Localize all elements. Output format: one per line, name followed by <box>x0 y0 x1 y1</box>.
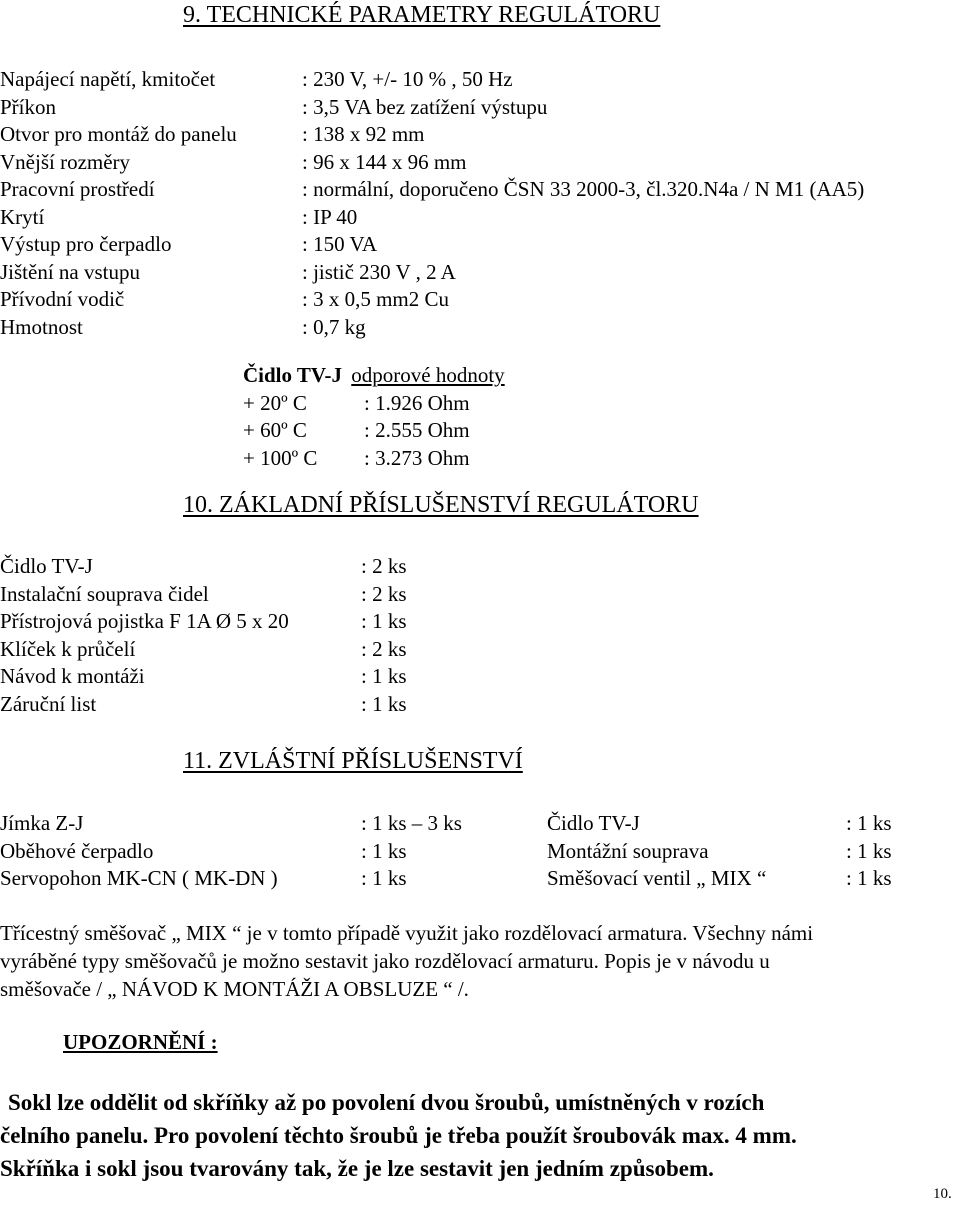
accessory-qty: : 2 ks <box>361 581 407 606</box>
param-row <box>0 94 960 122</box>
param-row <box>0 121 960 149</box>
sensor-temp: + 20º C <box>243 390 307 415</box>
left-label: Oběhové čerpadlo <box>0 838 154 863</box>
warning-title: UPOZORNĚNÍ : <box>63 1030 218 1054</box>
warning-line: čelního panelu. Pro povolení těchto šroubů je třeba použít šroubovák max. 4 mm. <box>0 1123 797 1148</box>
accessory-row <box>0 691 960 719</box>
sensor-ohm: : 1.926 Ohm <box>364 390 470 415</box>
param-label: Krytí <box>0 204 45 229</box>
special-accessory-row <box>0 810 960 838</box>
param-label: Pracovní prostředí <box>0 177 155 201</box>
param-row <box>0 314 960 342</box>
param-value: : 230 V, +/- 10 % , 50 Hz <box>302 67 513 91</box>
param-row <box>0 204 960 232</box>
paragraph-line: vyráběné typy směšovačů je možno sestavit jako rozdělovací armaturu. Popis je v návodu u <box>0 949 770 973</box>
sensor-title-name: Čidlo TV-J <box>243 363 342 387</box>
warning-text <box>0 1086 960 1185</box>
sensor-temp: + 60º C <box>243 418 307 442</box>
accessory-label: Instalační souprava čidel <box>0 581 209 606</box>
accessory-qty: : 2 ks <box>361 554 407 578</box>
accessory-row <box>0 636 960 664</box>
special-accessory-row <box>0 838 960 866</box>
param-value: : 3 x 0,5 mm2 Cu <box>302 287 450 311</box>
param-value: : 3,5 VA bez zatížení výstupu <box>302 94 548 119</box>
param-value: : IP 40 <box>302 204 358 229</box>
param-row <box>0 231 960 259</box>
paragraph-line: směšovače / „ NÁVOD K MONTÁŽI A OBSLUZE “ /. <box>0 977 469 1001</box>
param-label: Výstup pro čerpadlo <box>0 232 172 256</box>
param-label: Přívodní vodič <box>0 287 125 311</box>
param-row <box>0 149 960 177</box>
sensor-row <box>0 390 960 418</box>
accessory-qty: : 1 ks <box>361 664 407 688</box>
param-label: Příkon <box>0 94 57 119</box>
sensor-temp: + 100º C <box>243 445 318 470</box>
param-row <box>0 176 960 204</box>
right-label: Čidlo TV-J <box>547 811 640 835</box>
right-qty: : 1 ks <box>846 838 892 863</box>
sensor-title-desc: odporové hodnoty <box>351 363 505 387</box>
special-accessory-row <box>0 865 960 893</box>
accessory-label: Klíček k průčelí <box>0 636 136 661</box>
param-value: : 0,7 kg <box>302 314 366 339</box>
page-number: 10. <box>933 1186 952 1202</box>
right-qty: : 1 ks <box>846 811 892 835</box>
warning-line: Skříňka i sokl jsou tvarovány tak, že je lze sestavit jen jedním způsobem. <box>0 1156 714 1181</box>
param-row <box>0 286 960 314</box>
accessory-row <box>0 663 960 691</box>
sensor-ohm: : 2.555 Ohm <box>364 418 470 442</box>
param-row <box>0 259 960 287</box>
accessory-label: Čidlo TV-J <box>0 554 93 578</box>
accessory-qty: : 1 ks <box>361 609 407 633</box>
accessory-label: Přístrojová pojistka F 1A Ø 5 x 20 <box>0 609 289 633</box>
param-label: Jištění na vstupu <box>0 259 140 284</box>
left-qty: : 1 ks <box>361 838 407 863</box>
paragraph-line: Třícestný směšovač „ MIX “ je v tomto případě využit jako rozdělovací armatura. Všechny námi <box>0 921 814 945</box>
section-11-title: 11. ZVLÁŠTNÍ PŘÍSLUŠENSTVÍ <box>183 748 523 774</box>
param-value: : 138 x 92 mm <box>302 122 425 146</box>
left-qty: : 1 ks – 3 ks <box>361 811 462 835</box>
sensor-row <box>0 445 960 473</box>
section-10-title: 10. ZÁKLADNÍ PŘÍSLUŠENSTVÍ REGULÁTORU <box>183 492 699 518</box>
param-value: : 150 VA <box>302 232 378 256</box>
param-label: Hmotnost <box>0 314 83 339</box>
param-row <box>0 66 960 94</box>
param-label: Otvor pro montáž do panelu <box>0 122 237 146</box>
right-qty: : 1 ks <box>846 866 892 890</box>
left-qty: : 1 ks <box>361 866 407 890</box>
param-value: : 96 x 144 x 96 mm <box>302 149 467 174</box>
right-label: Montážní souprava <box>547 838 709 863</box>
mixer-note-paragraph <box>0 919 960 1003</box>
section-9-title: 9. TECHNICKÉ PARAMETRY REGULÁTORU <box>183 2 661 28</box>
warning-line: Sokl lze oddělit od skříňky až po povolení dvou šroubů, umístněných v rozích <box>8 1090 765 1115</box>
right-label: Směšovací ventil „ MIX “ <box>547 866 767 890</box>
left-label: Servopohon MK-CN ( MK-DN ) <box>0 866 278 890</box>
accessory-qty: : 2 ks <box>361 636 407 661</box>
sensor-ohm: : 3.273 Ohm <box>364 445 470 470</box>
accessory-qty: : 1 ks <box>361 691 407 716</box>
param-value: : normální, doporučeno ČSN 33 2000-3, čl.320.N4a / N M1 (AA5) <box>302 177 865 201</box>
accessory-row <box>0 553 960 581</box>
param-label: Vnější rozměry <box>0 149 131 174</box>
sensor-row <box>0 417 960 445</box>
accessory-label: Záruční list <box>0 691 97 716</box>
accessory-row <box>0 608 960 636</box>
sensor-title <box>243 362 505 390</box>
param-value: : jistič 230 V , 2 A <box>302 259 456 284</box>
accessory-label: Návod k montáži <box>0 664 145 688</box>
param-label: Napájecí napětí, kmitočet <box>0 67 216 91</box>
accessory-row <box>0 581 960 609</box>
left-label: Jímka Z-J <box>0 811 84 835</box>
